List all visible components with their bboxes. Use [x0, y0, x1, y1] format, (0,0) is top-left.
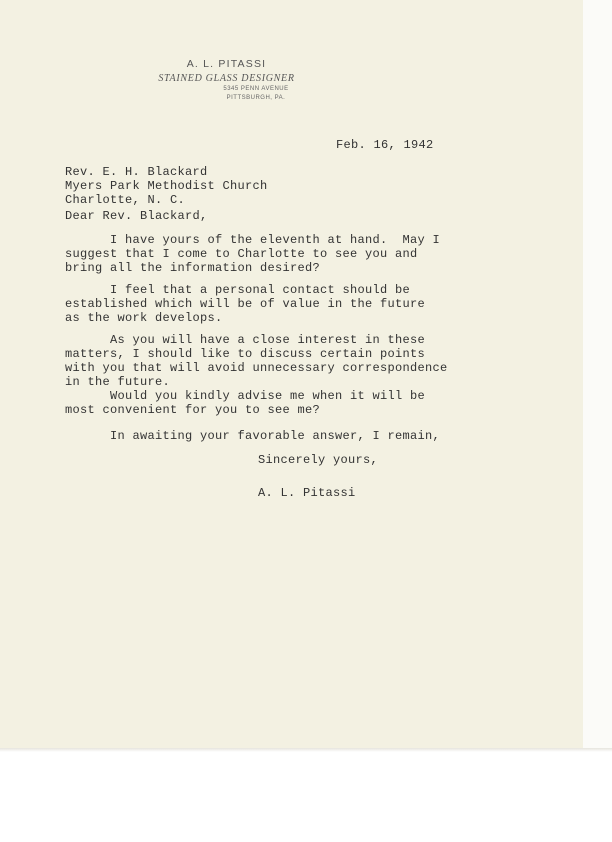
body-paragraph: In awaiting your favorable answer, I remain,	[65, 429, 441, 443]
letterhead-name: A. L. PITASSI	[186, 58, 267, 70]
signature-name: A. L. Pitassi	[258, 486, 356, 500]
letterhead-title: STAINED GLASS DESIGNER	[158, 73, 295, 84]
body-paragraph: As you will have a close interest in these matters, I should like to discuss certain points with you that will avoid unnecessary correspondence in the future.	[65, 333, 448, 389]
letterhead-street: 5345 PENN AVENUE	[223, 86, 289, 92]
complimentary-close: Sincerely yours,	[258, 453, 379, 467]
letterhead-city: PITTSBURGH, PA.	[226, 95, 286, 101]
salutation: Dear Rev. Blackard,	[65, 209, 208, 223]
letter-date: Feb. 16, 1942	[336, 138, 434, 152]
paper-bottom-edge	[0, 748, 612, 752]
body-paragraph: I feel that a personal contact should be established which will be of value in the future as the work develops.	[65, 283, 426, 325]
body-paragraph: I have yours of the eleventh at hand. May I suggest that I come to Charlotte to see you and bring all the information desired?	[65, 233, 441, 275]
recipient-address: Rev. E. H. Blackard Myers Park Methodist Church Charlotte, N. C.	[65, 165, 268, 207]
body-paragraph: Would you kindly advise me when it will be most convenient for you to see me?	[65, 389, 426, 417]
scan-margin	[583, 0, 612, 748]
